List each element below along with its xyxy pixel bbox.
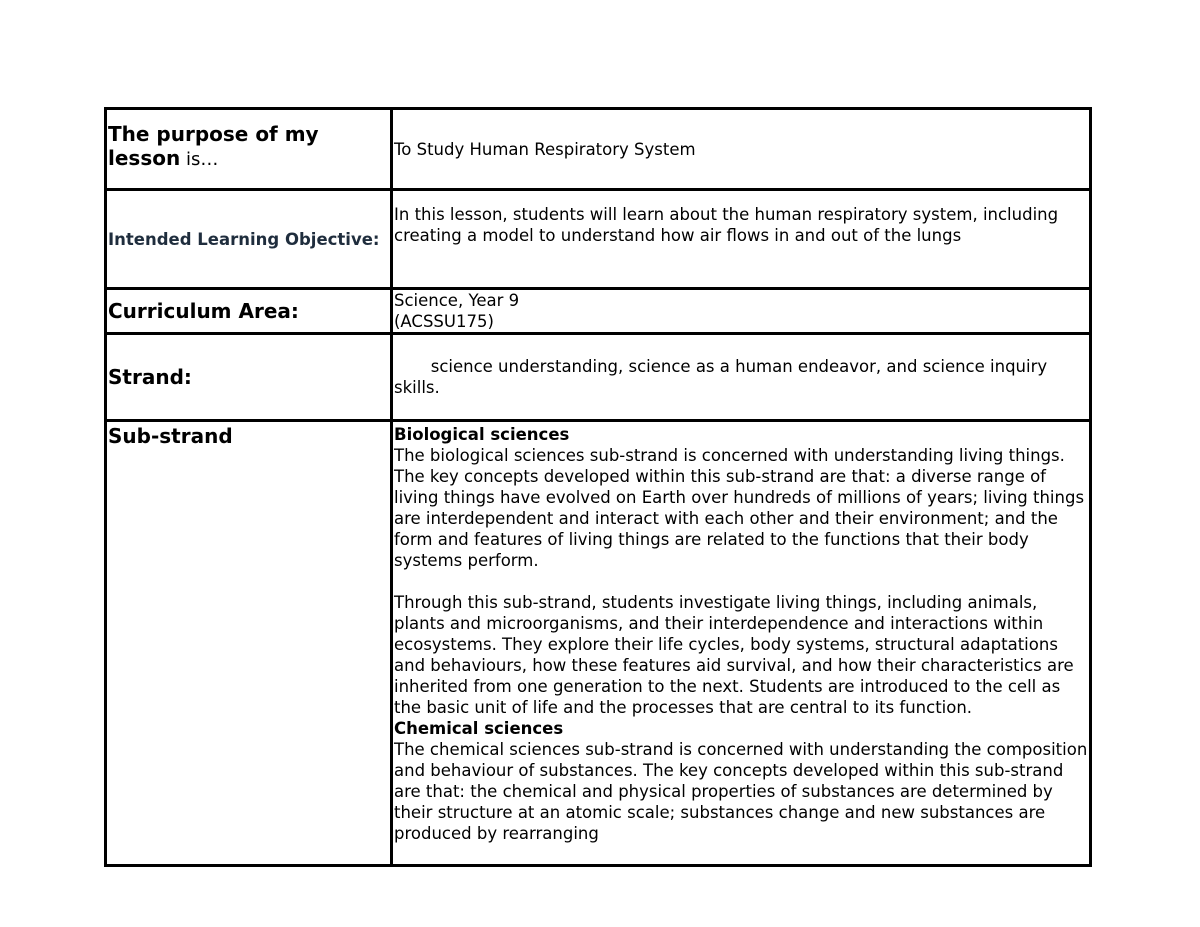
objective-label-cell [106, 190, 392, 289]
strand-value: science understanding, science as a human endeavor, and science inquiry skills. [394, 357, 1053, 397]
substrand-value-cell [392, 421, 1091, 866]
purpose-value: To Study Human Respiratory System [394, 139, 696, 159]
table-row [106, 421, 1091, 866]
curriculum-label-cell [106, 289, 392, 334]
objective-label: Intended Learning Objective: [108, 229, 380, 249]
strand-label-cell [106, 334, 392, 421]
table-row [106, 190, 1091, 289]
chemical-sciences-paragraph-1: The chemical sciences sub-strand is concerned with understanding the composition and behaviour of substances. The key concepts developed within this sub-strand are that: the chemical and physical properties of substances are determined by their structure at an atomic scale; substances change and new substances are produced by rearranging [394, 740, 1088, 843]
paragraph-spacer [394, 571, 1088, 592]
biological-sciences-paragraph-2: Through this sub-strand, students investigate living things, including animals, plants and microorganisms, and their interdependence and interactions within ecosystems. They explore their life cycles, body systems, structural adaptations and behaviours, how these features aid survival, and how their characteristics are inherited from one generation to the next. Students are introduced to the cell as the basic unit of life and the processes that are central to its function. [394, 593, 1074, 717]
substrand-label: Sub-strand [108, 424, 233, 448]
curriculum-value-cell [392, 289, 1091, 334]
substrand-label-cell [106, 421, 392, 866]
table-row [106, 289, 1091, 334]
objective-value: In this lesson, students will learn about the human respiratory system, including creating a model to understand how air flows in and out of the lungs [394, 205, 1059, 245]
purpose-label: The purpose of my lesson [108, 122, 319, 170]
purpose-label-suffix: is… [180, 149, 219, 170]
purpose-label-cell [106, 109, 392, 190]
strand-value-cell [392, 334, 1091, 421]
lesson-plan-table [104, 107, 1092, 867]
purpose-value-cell [392, 109, 1091, 190]
curriculum-value-line1: Science, Year 9 [394, 291, 520, 310]
table-row [106, 109, 1091, 190]
objective-value-cell [392, 190, 1091, 289]
chemical-sciences-heading: Chemical sciences [394, 719, 564, 738]
table-row [106, 334, 1091, 421]
curriculum-value-line2: (ACSSU175) [394, 312, 494, 331]
biological-sciences-paragraph-1: The biological sciences sub-strand is concerned with understanding living things. The key concepts developed within this sub-strand are that: a diverse range of living things have evolved on Earth over hundreds of millions of years; living things are interdependent and interact with each other and their environment; and the form and features of living things are related to the functions that their body systems perform. [394, 446, 1085, 570]
biological-sciences-heading: Biological sciences [394, 425, 570, 444]
curriculum-label: Curriculum Area: [108, 299, 299, 323]
strand-label: Strand: [108, 365, 192, 389]
